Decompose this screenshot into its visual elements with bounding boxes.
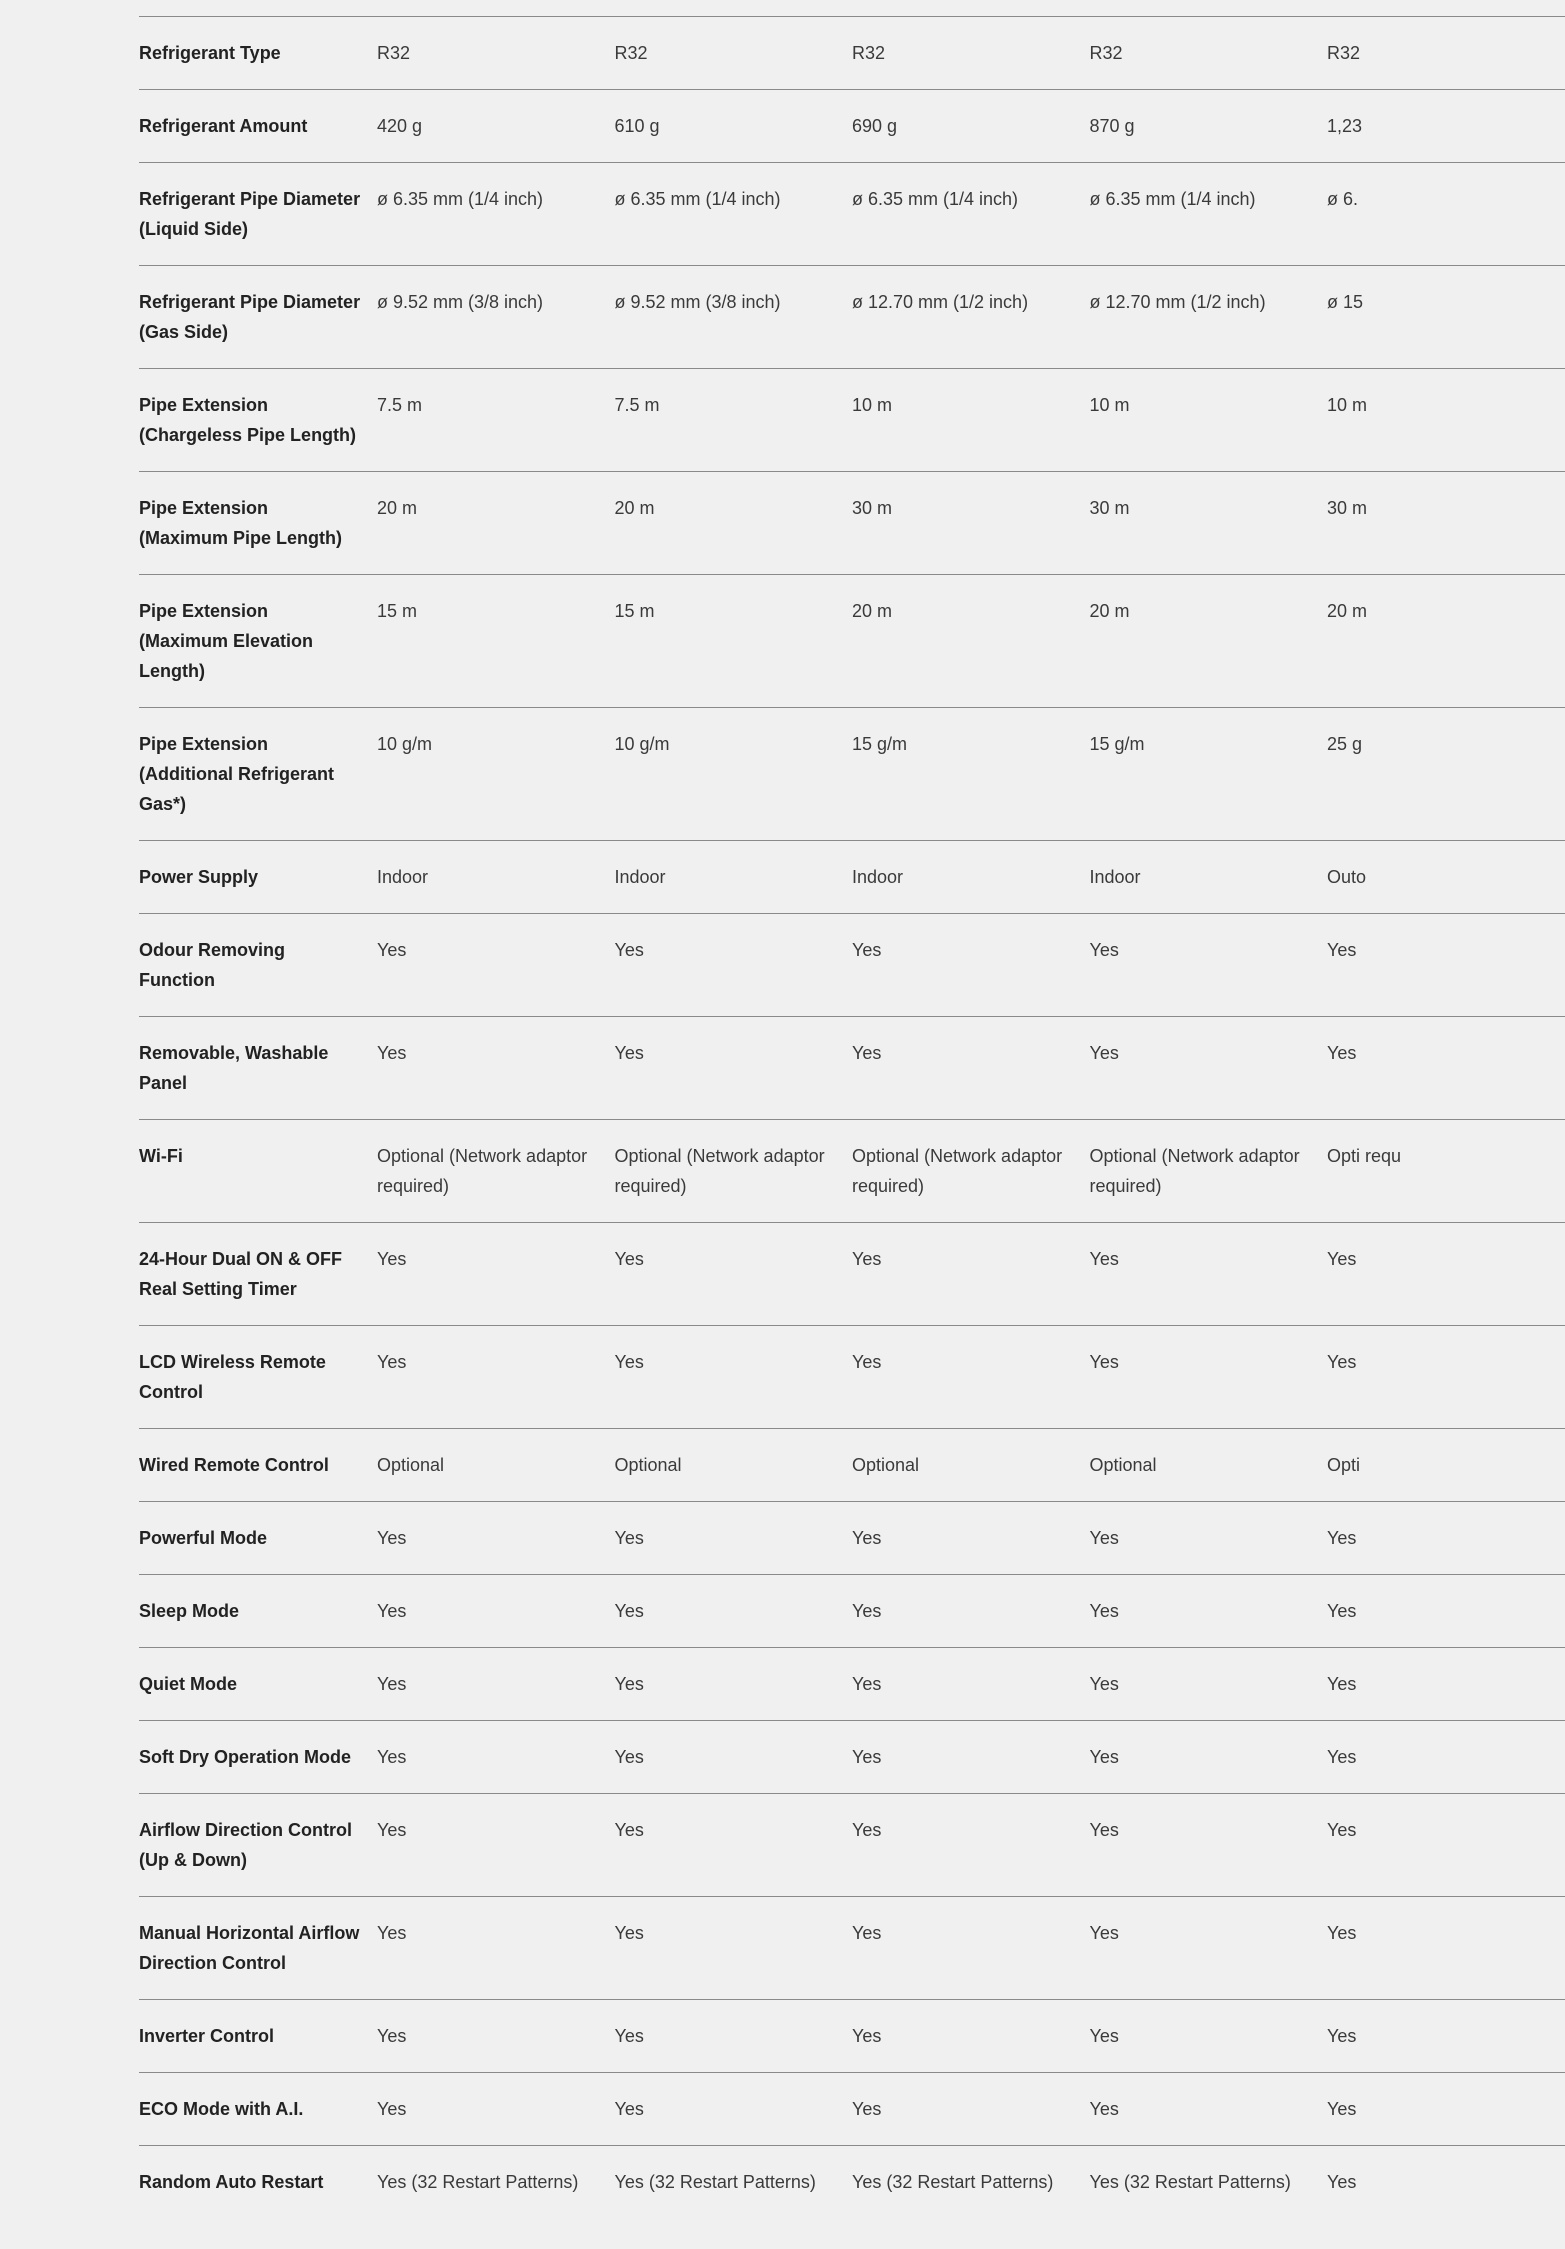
spec-label: Manual Horizontal Airflow Direction Control — [139, 1923, 360, 1973]
spec-value: Yes — [1327, 1674, 1357, 1694]
spec-value: R32 — [1089, 43, 1123, 63]
spec-value: Yes — [1089, 940, 1119, 960]
spec-value: Yes — [377, 1352, 407, 1372]
spec-label: Refrigerant Pipe Diameter (Liquid Side) — [139, 189, 361, 239]
table-row — [139, 90, 1565, 163]
spec-value: Yes — [614, 1747, 644, 1767]
table-row — [139, 472, 1565, 575]
spec-value: ø 12.70 mm (1/2 inch) — [1089, 292, 1266, 312]
spec-label: 24-Hour Dual ON & OFF Real Setting Timer — [139, 1249, 343, 1299]
table-row — [139, 575, 1565, 708]
spec-value: Yes — [614, 1352, 644, 1372]
spec-value: Optional (Network adaptor required) — [377, 1146, 588, 1196]
spec-value: 10 m — [852, 395, 893, 415]
spec-value: Yes — [852, 1820, 882, 1840]
table-row — [139, 17, 1565, 90]
spec-label: Quiet Mode — [139, 1674, 237, 1694]
spec-value: Yes — [377, 1820, 407, 1840]
table-row — [139, 1326, 1565, 1429]
spec-value: 10 g/m — [377, 734, 433, 754]
spec-label: Refrigerant Amount — [139, 116, 308, 136]
spec-value: Yes — [377, 1043, 407, 1063]
spec-value: Yes (32 Restart Patterns) — [377, 2172, 579, 2192]
spec-value: Yes — [1089, 1352, 1119, 1372]
spec-value: Optional — [852, 1455, 920, 1475]
spec-value: 20 m — [377, 498, 418, 518]
spec-value: Yes — [1089, 2026, 1119, 2046]
table-row — [139, 2146, 1565, 2219]
spec-value: Yes — [852, 2099, 882, 2119]
spec-value: Yes — [614, 1923, 644, 1943]
spec-value: 1,23 — [1327, 116, 1363, 136]
spec-value: Yes — [614, 1043, 644, 1063]
table-row — [139, 163, 1565, 266]
table-row — [139, 914, 1565, 1017]
spec-value: 870 g — [1089, 116, 1135, 136]
spec-value: Yes — [377, 1747, 407, 1767]
spec-value: Yes — [1327, 1601, 1357, 1621]
spec-value: Yes — [852, 1352, 882, 1372]
spec-value: Yes — [1089, 1528, 1119, 1548]
spec-value: Indoor — [852, 867, 904, 887]
table-row — [139, 1120, 1565, 1223]
spec-value: Yes — [1089, 1043, 1119, 1063]
spec-value: ø 6. — [1327, 189, 1359, 209]
spec-value: 20 m — [1327, 601, 1368, 621]
spec-table-body — [139, 17, 1565, 2219]
spec-value: Yes — [852, 1528, 882, 1548]
spec-value: Yes — [1089, 1601, 1119, 1621]
spec-value: Yes — [852, 2026, 882, 2046]
spec-value: Yes — [1327, 940, 1357, 960]
spec-value: 7.5 m — [614, 395, 660, 415]
spec-value: Yes — [1327, 2026, 1357, 2046]
spec-value: Opti requ — [1327, 1146, 1402, 1166]
table-row — [139, 2073, 1565, 2146]
spec-label: Power Supply — [139, 867, 259, 887]
spec-table-viewport[interactable] — [139, 0, 1402, 2249]
spec-value: Optional (Network adaptor required) — [1089, 1146, 1300, 1196]
spec-value: Optional (Network adaptor required) — [852, 1146, 1063, 1196]
spec-value: ø 9.52 mm (3/8 inch) — [614, 292, 781, 312]
spec-value: Yes — [1089, 2099, 1119, 2119]
spec-value: 10 m — [1089, 395, 1130, 415]
spec-value: Yes (32 Restart Patterns) — [614, 2172, 816, 2192]
spec-value: Yes — [614, 1249, 644, 1269]
spec-label: Inverter Control — [139, 2026, 275, 2046]
spec-value: 15 g/m — [1089, 734, 1145, 754]
table-row — [139, 1017, 1565, 1120]
spec-value: 610 g — [614, 116, 660, 136]
spec-value: 7.5 m — [377, 395, 423, 415]
spec-value: Yes — [852, 1043, 882, 1063]
spec-value: Yes — [852, 940, 882, 960]
spec-value: ø 6.35 mm (1/4 inch) — [852, 189, 1019, 209]
spec-value: Yes — [852, 1601, 882, 1621]
spec-label: LCD Wireless Remote Control — [139, 1352, 326, 1402]
spec-value: Yes — [614, 2099, 644, 2119]
spec-label: Pipe Extension (Maximum Elevation Length) — [139, 601, 314, 681]
spec-value: Outo — [1327, 867, 1367, 887]
spec-value: Yes — [1327, 1528, 1357, 1548]
spec-value: Yes — [614, 1820, 644, 1840]
spec-value: ø 6.35 mm (1/4 inch) — [614, 189, 781, 209]
spec-label: Soft Dry Operation Mode — [139, 1747, 352, 1767]
spec-label: Odour Removing Function — [139, 940, 286, 990]
spec-value: Yes — [1089, 1820, 1119, 1840]
spec-label: Random Auto Restart — [139, 2172, 324, 2192]
spec-value: Optional (Network adaptor required) — [614, 1146, 825, 1196]
spec-value: Yes — [377, 1674, 407, 1694]
table-row — [139, 1223, 1565, 1326]
spec-value: 690 g — [852, 116, 898, 136]
spec-value: 20 m — [614, 498, 655, 518]
spec-value: Yes — [1327, 1352, 1357, 1372]
table-row — [139, 2000, 1565, 2073]
table-row — [139, 841, 1565, 914]
spec-value: Yes (32 Restart Patterns) — [852, 2172, 1054, 2192]
spec-value: Yes — [1089, 1674, 1119, 1694]
spec-value: ø 15 — [1327, 292, 1364, 312]
spec-value: Yes — [852, 1674, 882, 1694]
spec-value: Yes — [852, 1923, 882, 1943]
spec-value: Yes — [1327, 2099, 1357, 2119]
table-row — [139, 1502, 1565, 1575]
spec-label: Sleep Mode — [139, 1601, 240, 1621]
spec-value: Indoor — [614, 867, 666, 887]
spec-value: 15 m — [377, 601, 418, 621]
spec-value: Yes — [1327, 1820, 1357, 1840]
spec-value: ø 12.70 mm (1/2 inch) — [852, 292, 1029, 312]
spec-value: Yes — [377, 2099, 407, 2119]
spec-value: Yes — [1327, 1249, 1357, 1269]
spec-value: Yes — [852, 1249, 882, 1269]
table-row — [139, 1794, 1565, 1897]
spec-value: Yes — [377, 940, 407, 960]
spec-value: Optional — [614, 1455, 682, 1475]
table-row — [139, 708, 1565, 841]
spec-value: Optional — [1089, 1455, 1157, 1475]
spec-value: 30 m — [1327, 498, 1368, 518]
spec-value: Yes — [377, 1923, 407, 1943]
table-row — [139, 1897, 1565, 2000]
spec-value: Indoor — [1089, 867, 1141, 887]
spec-label: Pipe Extension (Maximum Pipe Length) — [139, 498, 343, 548]
spec-value: 30 m — [1089, 498, 1130, 518]
spec-label: Pipe Extension (Chargeless Pipe Length) — [139, 395, 357, 445]
spec-value: Yes — [377, 1601, 407, 1621]
spec-value: ø 9.52 mm (3/8 inch) — [377, 292, 544, 312]
spec-value: Yes (32 Restart Patterns) — [1089, 2172, 1291, 2192]
spec-value: 20 m — [852, 601, 893, 621]
spec-label: Airflow Direction Control (Up & Down) — [139, 1820, 352, 1870]
spec-value: Yes — [614, 1528, 644, 1548]
spec-value: Yes — [377, 1528, 407, 1548]
table-row — [139, 1575, 1565, 1648]
spec-label: Refrigerant Pipe Diameter (Gas Side) — [139, 292, 361, 342]
spec-value: Yes — [1089, 1923, 1119, 1943]
spec-value: Yes — [1327, 1923, 1357, 1943]
spec-value: Yes — [377, 1249, 407, 1269]
spec-value: 20 m — [1089, 601, 1130, 621]
spec-value: Yes — [614, 1674, 644, 1694]
spec-value: Yes — [614, 1601, 644, 1621]
spec-value: Yes — [614, 940, 644, 960]
spec-value: Yes — [377, 2026, 407, 2046]
table-row — [139, 266, 1565, 369]
spec-value: Yes — [1327, 1043, 1357, 1063]
spec-value: Yes — [1327, 2172, 1357, 2192]
spec-label: Refrigerant Type — [139, 43, 281, 63]
spec-label: Powerful Mode — [139, 1528, 268, 1548]
spec-value: 420 g — [377, 116, 423, 136]
table-row — [139, 1721, 1565, 1794]
spec-label: Wired Remote Control — [139, 1455, 329, 1475]
table-row — [139, 1429, 1565, 1502]
spec-value: Yes — [1327, 1747, 1357, 1767]
spec-value: R32 — [852, 43, 886, 63]
spec-value: ø 6.35 mm (1/4 inch) — [377, 189, 544, 209]
spec-value: Yes — [1089, 1747, 1119, 1767]
spec-value: 15 m — [614, 601, 655, 621]
spec-value: 25 g — [1327, 734, 1363, 754]
spec-value: 10 g/m — [614, 734, 670, 754]
spec-value: Opti — [1327, 1455, 1361, 1475]
spec-value: ø 6.35 mm (1/4 inch) — [1089, 189, 1256, 209]
specification-table — [139, 16, 1565, 2218]
spec-label: Pipe Extension (Additional Refrigerant Gas*) — [139, 734, 335, 814]
spec-value: R32 — [377, 43, 411, 63]
spec-value: Optional — [377, 1455, 445, 1475]
table-row — [139, 369, 1565, 472]
spec-value: 15 g/m — [852, 734, 908, 754]
spec-label: Removable, Washable Panel — [139, 1043, 329, 1093]
spec-label: ECO Mode with A.I. — [139, 2099, 304, 2119]
spec-value: 10 m — [1327, 395, 1368, 415]
spec-value: Indoor — [377, 867, 429, 887]
table-row — [139, 1648, 1565, 1721]
spec-value: Yes — [614, 2026, 644, 2046]
spec-value: 30 m — [852, 498, 893, 518]
spec-value: R32 — [614, 43, 648, 63]
spec-value: R32 — [1327, 43, 1361, 63]
spec-value: Yes — [1089, 1249, 1119, 1269]
spec-label: Wi-Fi — [139, 1146, 183, 1166]
spec-value: Yes — [852, 1747, 882, 1767]
